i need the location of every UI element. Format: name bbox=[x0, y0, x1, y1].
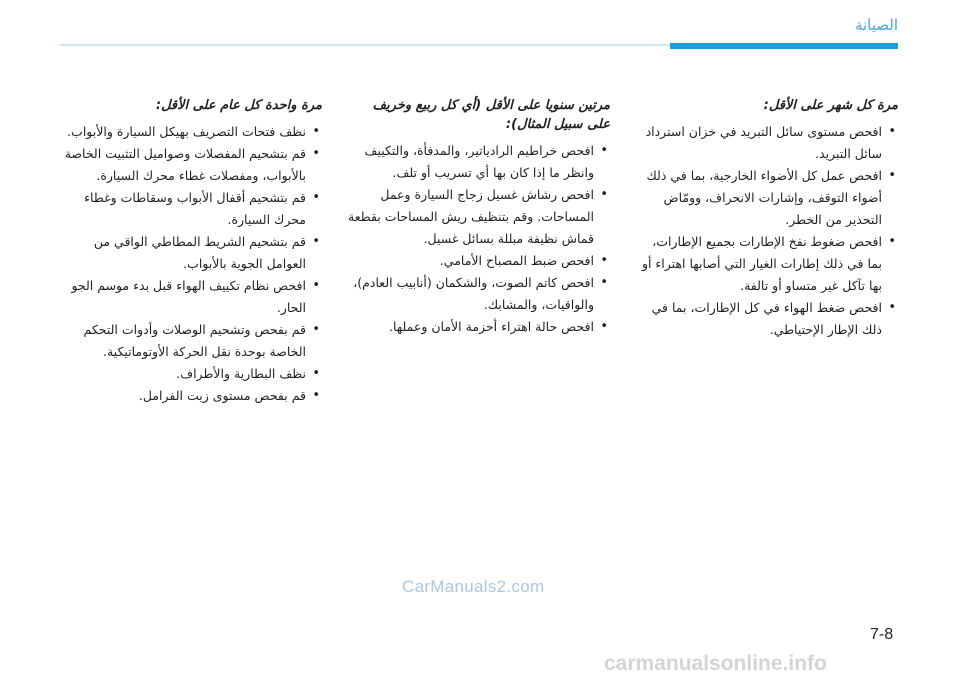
list-item: • قم بتشحيم أقفال الأبواب وسقاطات وغطاء محرك السيارة. bbox=[60, 187, 322, 231]
list-item: • افحص مستوى سائل التبريد في خزان استرداد سائل التبريد. bbox=[636, 121, 898, 165]
biannual-heading: مرتين سنويا على الأقل (أي كل ربيع وخريف على سبيل المثال): bbox=[372, 98, 610, 132]
biannual-list bbox=[348, 140, 610, 338]
list-item: • افحص عمل كل الأضواء الخارجية، بما في ذلك أضواء التوقف، وإشارات الانحراف، وومّاض التحذير من الخطر. bbox=[636, 165, 898, 231]
list-item: • افحص رشاش غسيل زجاج السيارة وعمل المساحات. وقم بتنظيف ريش المساحات بقطعة قماش نظيفة مبللة بسائل غسيل. bbox=[348, 184, 610, 250]
list-item: • قم بتشحيم الشريط المطاطي الواقي من العوامل الجوية بالأبواب. bbox=[60, 231, 322, 275]
list-item: • نظف البطارية والأطراف. bbox=[60, 363, 322, 385]
list-item: • افحص نظام تكييف الهواء قبل بدء موسم الجو الحار. bbox=[60, 275, 322, 319]
biannual-column bbox=[348, 96, 610, 536]
list-item: • قم بفحص وتشحيم الوصلات وأدوات التحكم الخاصة بوحدة نقل الحركة الأوتوماتيكية. bbox=[60, 319, 322, 363]
site-watermark: CarManuals2.com bbox=[402, 577, 545, 596]
list-item: • افحص ضبط المصباح الأمامي. bbox=[348, 250, 610, 272]
annual-list bbox=[60, 121, 322, 407]
header-title: الصيانة bbox=[854, 16, 898, 34]
list-item: • افحص ضغط الهواء في كل الإطارات، بما في ذلك الإطار الإحتياطي. bbox=[636, 297, 898, 341]
list-item: • افحص ضغوط نفخ الإطارات بجميع الإطارات، بما في ذلك إطارات الغيار التي أصابها اهتراء أو بها تآكل غير متساو أو تالفة. bbox=[636, 231, 898, 297]
list-item: • قم بفحص مستوى زيت الفرامل. bbox=[60, 385, 322, 407]
list-item: • قم بتشحيم المفصلات وصواميل التثبيت الخاصة بالأبواب، ومفصلات غطاء محرك السيارة. bbox=[60, 143, 322, 187]
list-item: • افحص خراطيم الرادياتير، والمدفأة، والتكييف وانظر ما إذا كان بها أي تسريب أو تلف. bbox=[348, 140, 610, 184]
header-accent-bar bbox=[670, 43, 898, 49]
monthly-column bbox=[636, 96, 898, 536]
monthly-heading: مرة كل شهر على الأقل: bbox=[763, 98, 898, 113]
list-item: • نظف فتحات التصريف بهيكل السيارة والأبواب. bbox=[60, 121, 322, 143]
page-number: 7-8 bbox=[870, 626, 894, 643]
content-columns bbox=[60, 96, 898, 536]
list-item: • افحص كاتم الصوت، والشكمان (أنابيب العادم)، والواقيات، والمشابك. bbox=[348, 272, 610, 316]
footer-watermark: carmanualsonline.info bbox=[604, 652, 827, 675]
annual-heading: مرة واحدة كل عام على الأقل: bbox=[155, 98, 322, 113]
monthly-list bbox=[636, 121, 898, 341]
list-item: • افحص حالة اهتراء أحزمة الأمان وعملها. bbox=[348, 316, 610, 338]
annual-column bbox=[60, 96, 322, 536]
